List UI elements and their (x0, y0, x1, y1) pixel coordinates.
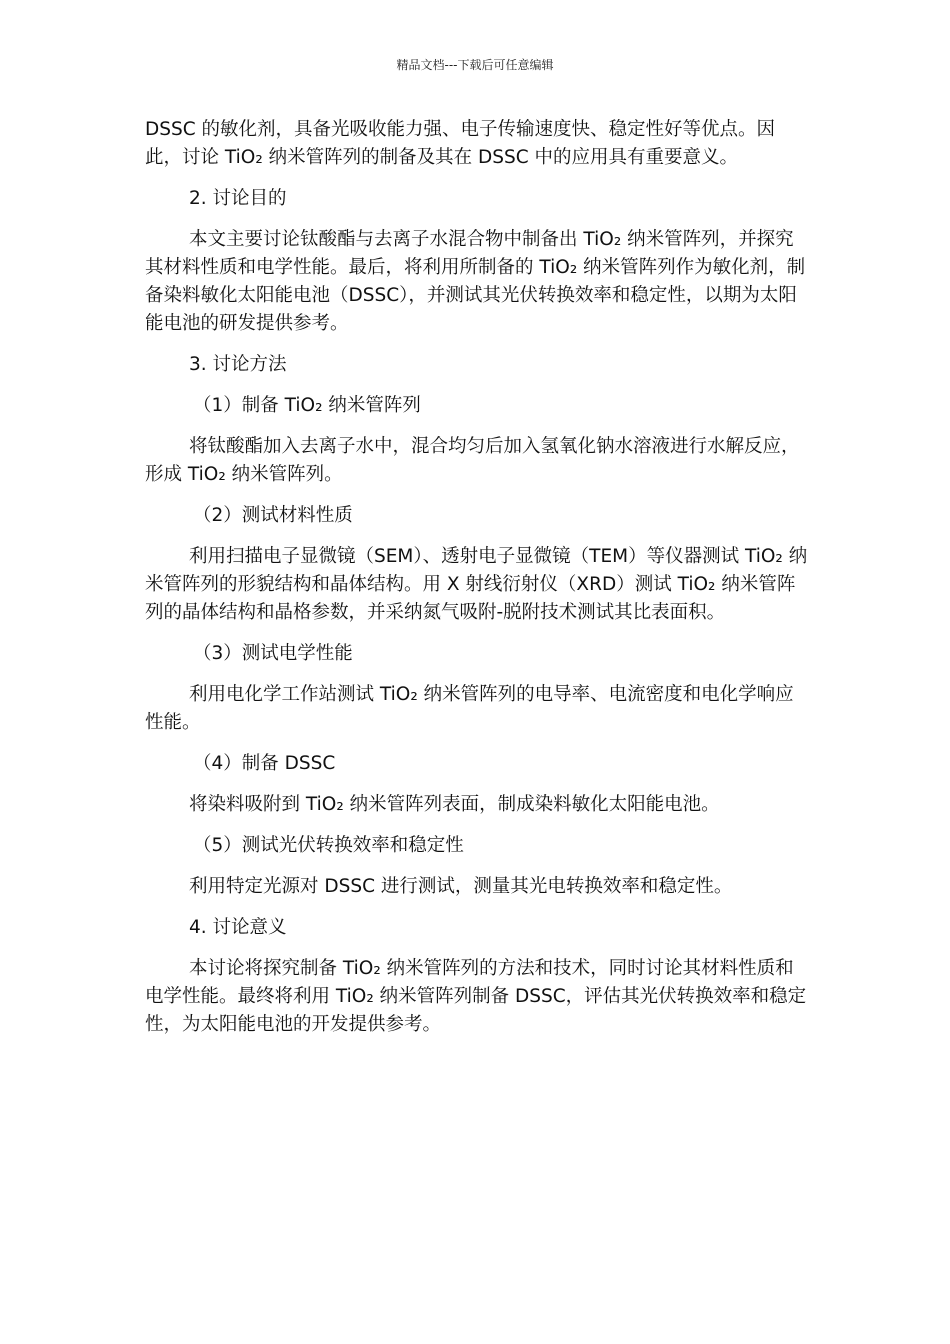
subheading-electrical-properties: （3）测试电学性能 (193, 643, 353, 664)
paragraph-material-properties: 利用扫描电子显微镜（SEM）、透射电子显微镜（TEM）等仪器测试 TiO₂ 纳米管阵列的形貌结构和晶体结构。用 X 射线衍射仪（XRD）测试 TiO₂ 纳米管阵列的晶体结构和晶格参数，并采纳氮气吸附-脱附技术测试其比表面积。 (145, 546, 808, 623)
page-header: 精品文档---下载后可任意编辑 (396, 58, 554, 72)
purpose-paragraph: 本文主要讨论钛酸酯与去离子水混合物中制备出 TiO₂ 纳米管阵列，并探究其材料性质和电学性能。最后，将利用所制备的 TiO₂ 纳米管阵列作为敏化剂，制备染料敏化太阳能电池（DSSC），并测试其光伏转换效率和稳定性，以期为太阳能电池的研发提供参考。 (145, 229, 806, 334)
paragraph-electrical-properties: 利用电化学工作站测试 TiO₂ 纳米管阵列的电导率、电流密度和电化学响应性能。 (145, 684, 794, 733)
subheading-photovoltaic-test: （5）测试光伏转换效率和稳定性 (193, 835, 464, 856)
subheading-prepare-tio2: （1）制备 TiO₂ 纳米管阵列 (193, 395, 421, 416)
document-body (145, 116, 810, 1039)
section-heading-significance: 4. 讨论意义 (189, 917, 287, 938)
significance-paragraph: 本讨论将探究制备 TiO₂ 纳米管阵列的方法和技术，同时讨论其材料性质和电学性能。最终将利用 TiO₂ 纳米管阵列制备 DSSC，评估其光伏转换效率和稳定性，为太阳能电池的开发提供参考。 (145, 958, 807, 1035)
intro-paragraph: DSSC 的敏化剂，具备光吸收能力强、电子传输速度快、稳定性好等优点。因此，讨论 TiO₂ 纳米管阵列的制备及其在 DSSC 中的应用具有重要意义。 (145, 119, 776, 168)
subheading-prepare-dssc: （4）制备 DSSC (193, 753, 336, 774)
paragraph-prepare-dssc: 将染料吸附到 TiO₂ 纳米管阵列表面，制成染料敏化太阳能电池。 (189, 794, 720, 815)
subheading-material-properties: （2）测试材料性质 (193, 505, 353, 526)
section-heading-purpose: 2. 讨论目的 (189, 188, 287, 209)
paragraph-prepare-tio2: 将钛酸酯加入去离子水中，混合均匀后加入氢氧化钠水溶液进行水解反应，形成 TiO₂ 纳米管阵列。 (145, 436, 800, 485)
section-heading-methods: 3. 讨论方法 (189, 354, 287, 375)
paragraph-photovoltaic-test: 利用特定光源对 DSSC 进行测试，测量其光电转换效率和稳定性。 (189, 876, 733, 897)
